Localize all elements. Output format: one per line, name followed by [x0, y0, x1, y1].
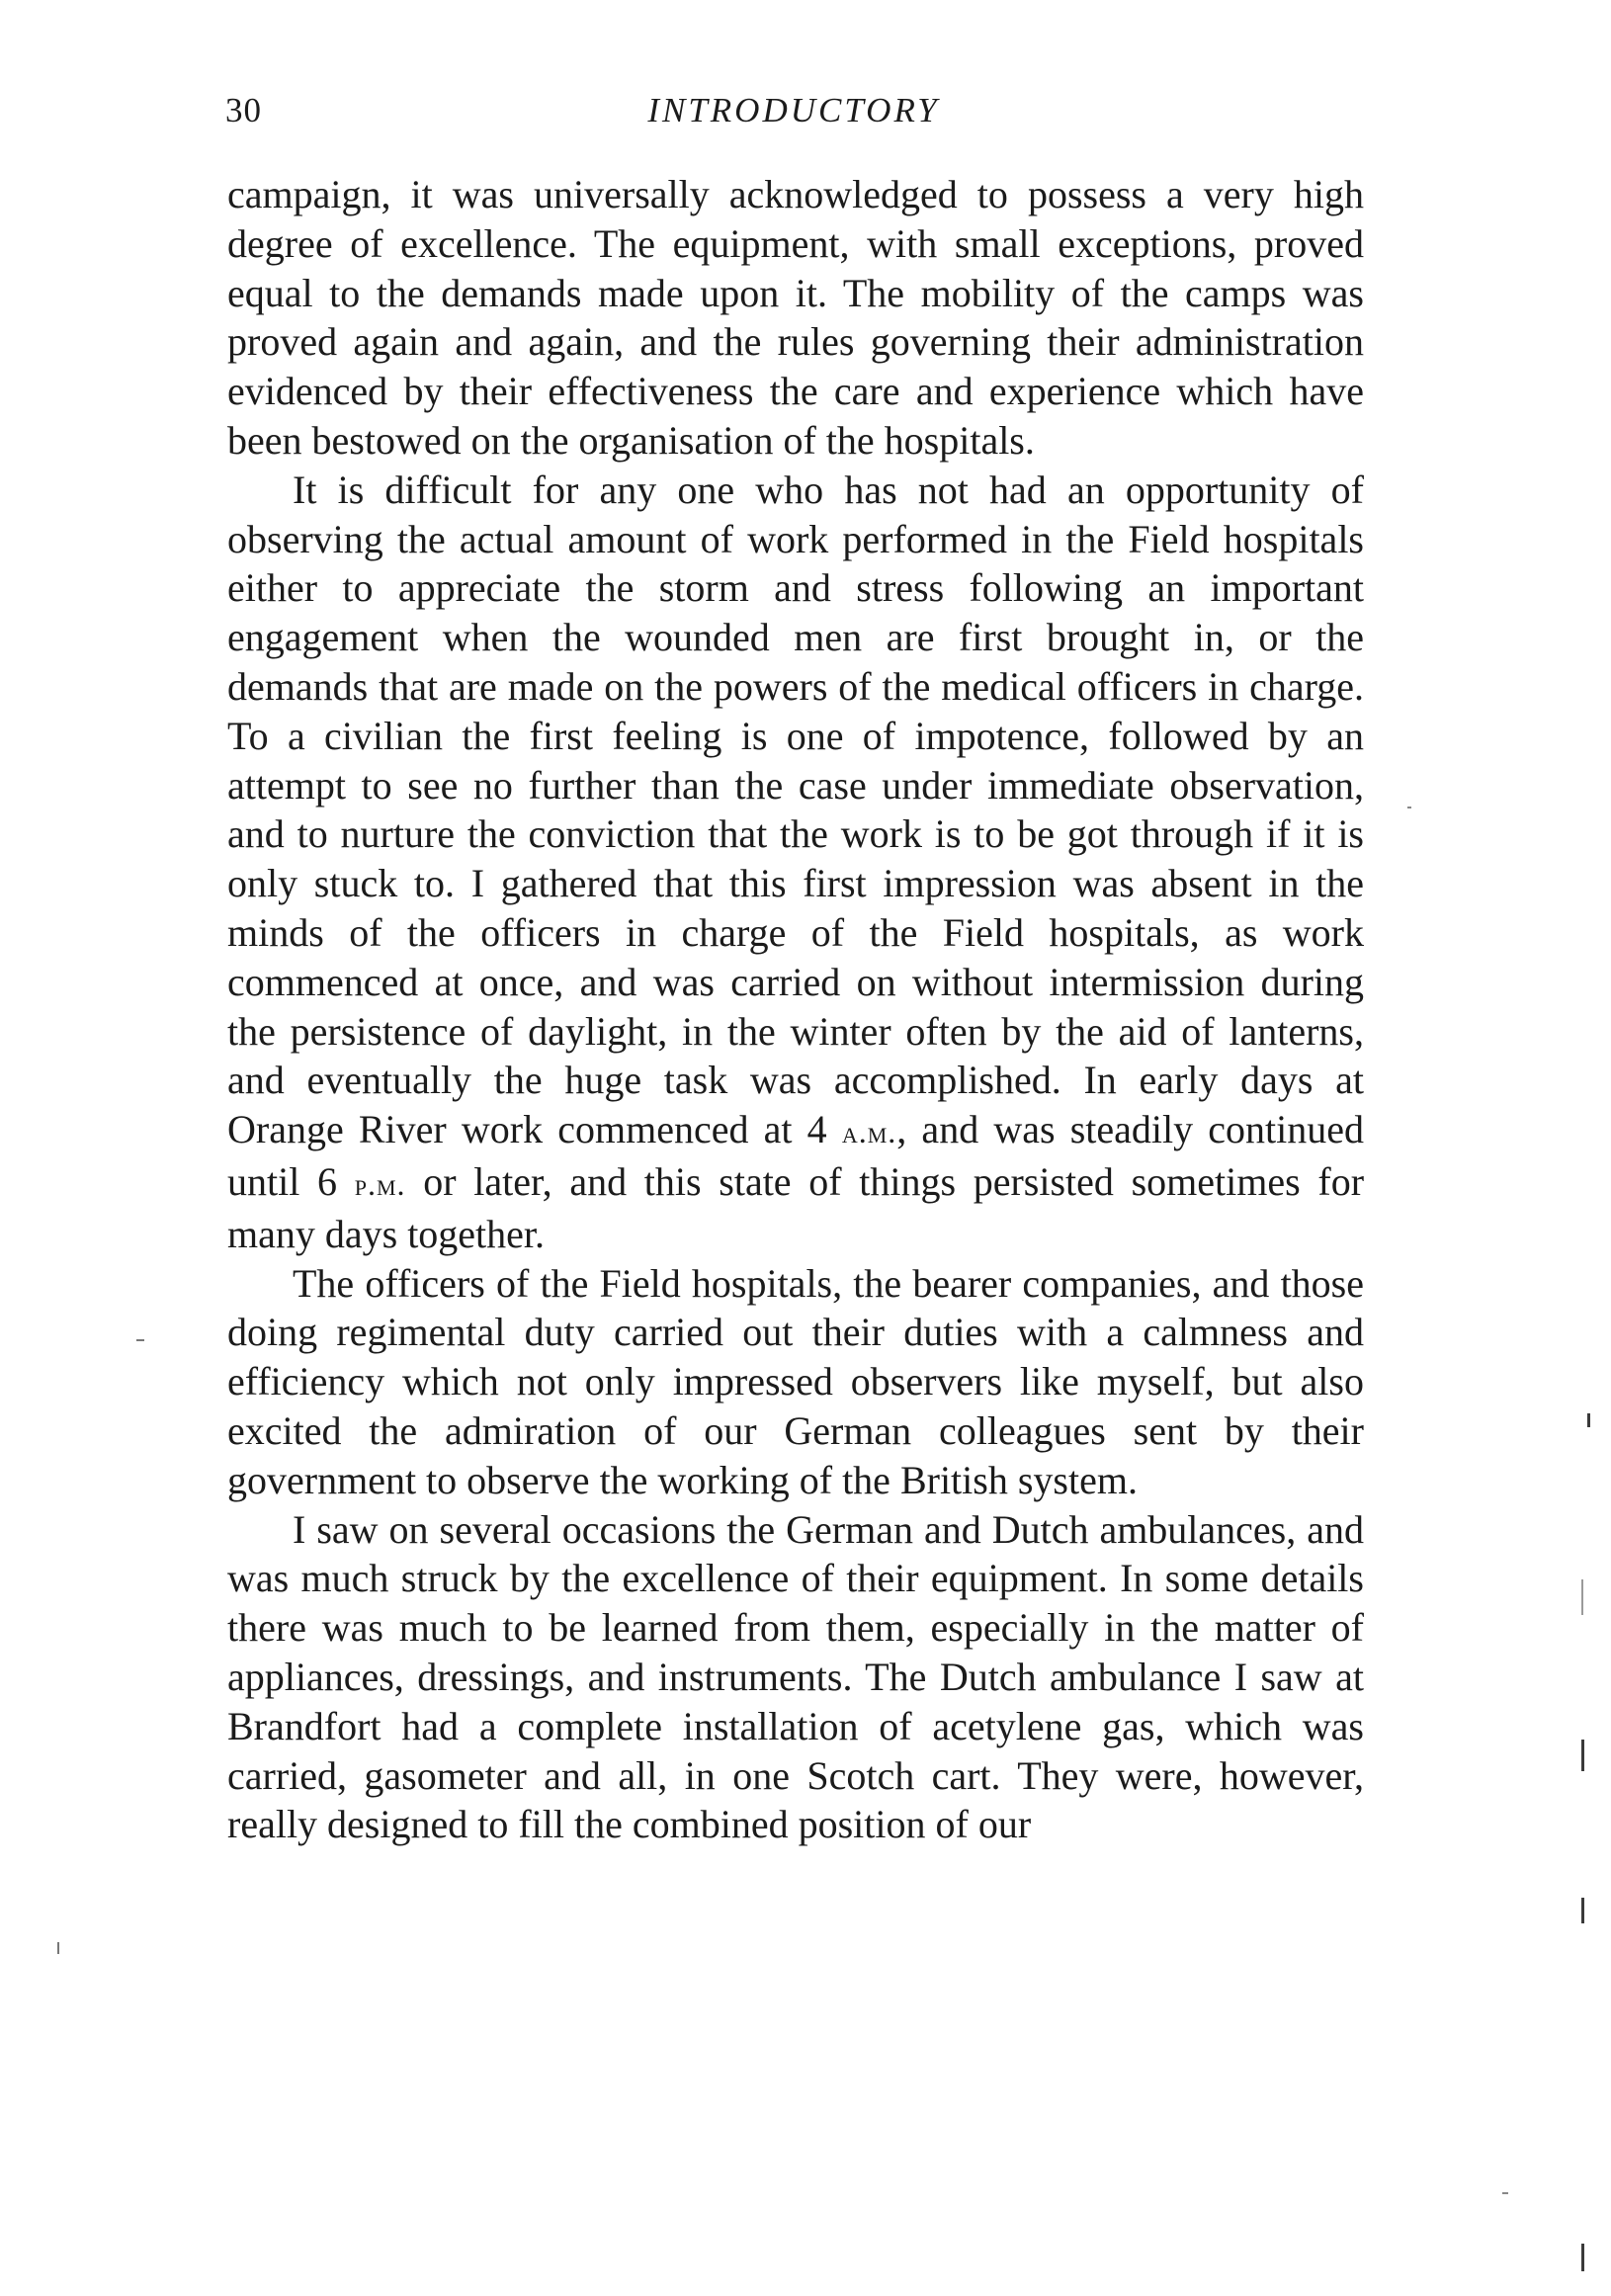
time-pm: p.m.	[354, 1165, 406, 1202]
scan-mark	[136, 1339, 144, 1341]
paragraph-2-text-c: or later, and this state of things persisted sometimes for many days together.	[227, 1158, 1365, 1256]
scan-mark	[1587, 1413, 1590, 1427]
paragraph-2-text-b: , and was steadily continued until 6	[227, 1107, 1365, 1204]
time-am: a.m.	[841, 1114, 897, 1150]
paragraph-3: The officers of the Field hospitals, the bearer companies, and those doing regimental duty carried out their duties with a calmness and efficiency which not only impressed observers like myself, but also excited the admiration of our German colleagues sent by their government to observe the working of the British system.	[227, 1260, 1364, 1502]
body-text	[227, 170, 1364, 1849]
scan-mark	[1581, 2244, 1584, 2271]
running-head: INTRODUCTORY	[647, 91, 940, 129]
scan-mark	[1581, 1579, 1583, 1615]
scan-mark	[1581, 1898, 1584, 1923]
page-number: 30	[225, 91, 262, 129]
scan-mark	[1407, 807, 1411, 808]
scan-mark	[57, 1942, 59, 1954]
paragraph-4: I saw on several occasions the German and Dutch ambulances, and was much struck by the excellence of their equipment. In some details there was much to be learned from them, especially in the matter of appliances, dressings, and instruments. The Dutch ambulance I saw at Brandfort had a complete installation of acetylene gas, which was carried, gasometer and all, in one Scotch cart. They were, however, really designed to fill the combined position of our	[227, 1506, 1364, 1847]
paragraph-1: campaign, it was universally acknowledged to possess a very high degree of excellence. The equipment, with small exceptions, proved equal to the demands made upon it. The mobility of the camps was proved again and again, and the rules governing their administration evidenced by their effectiveness the care and experience which have been bestowed on the organisation of the hospitals.	[227, 172, 1364, 463]
paragraph-2-text-a: It is difficult for any one who has not had an opportunity of observing the actual amount of work performed in the Field hospitals either to appreciate the storm and stress following an important engagement when the wounded men are first brought in, or the demands that are made on the powers of the medical officers in charge. To a civilian the first feeling is one of impotence, followed by an attempt to see no further than the case under immediate observation, and to nurture the conviction that the work is to be got through if it is only stuck to. I gathered that this first impression was absent in the minds of the officers in charge of the Field hospitals, as work commenced at once, and was carried on without intermission during the persistence of daylight, in the winter often by the aid of lanterns, and eventually the huge task was accomplished. In early days at Orange River work commenced at 4	[227, 467, 1364, 1152]
scan-mark	[1581, 1740, 1584, 1771]
paragraph-2	[227, 466, 1364, 1259]
scan-mark	[1502, 2192, 1508, 2194]
page-header	[225, 91, 1362, 140]
